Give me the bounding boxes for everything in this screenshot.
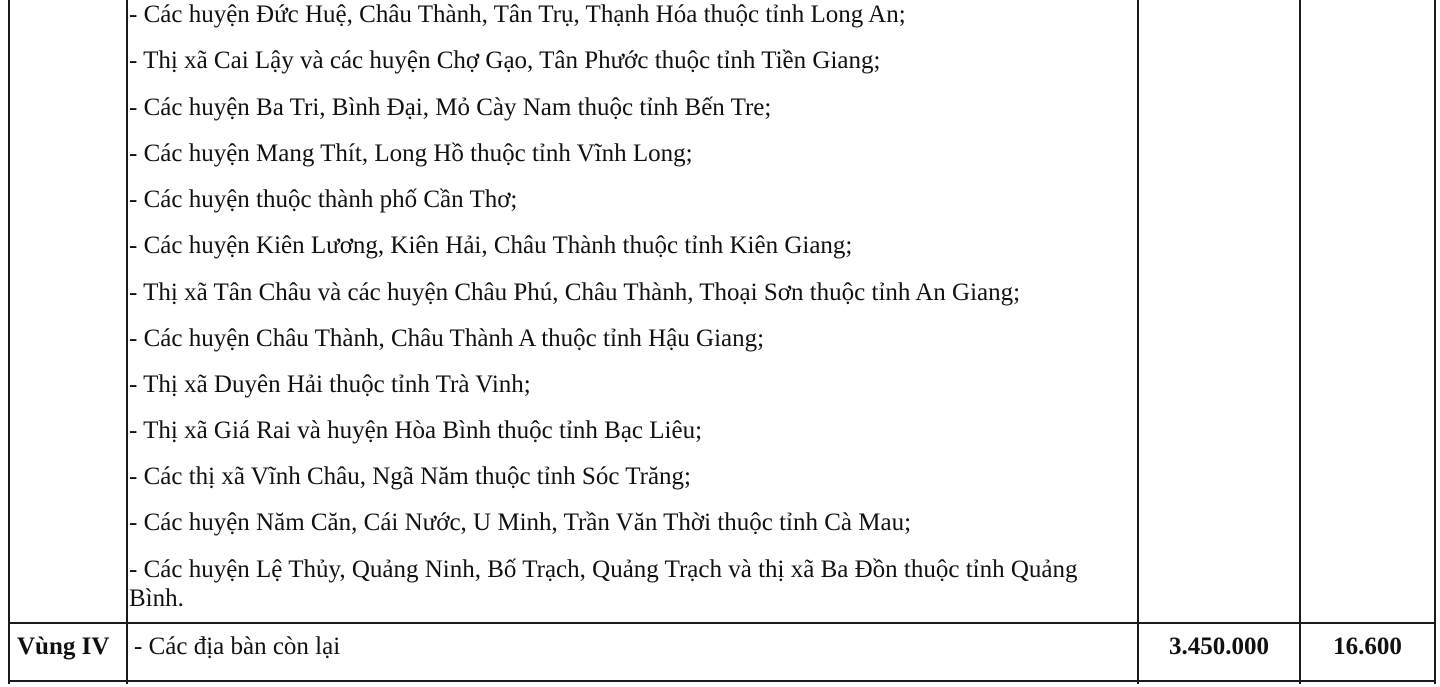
list-item: - Các thị xã Vĩnh Châu, Ngã Năm thuộc tỉnh Sóc Trăng; bbox=[129, 463, 691, 490]
list-item: - Thị xã Duyên Hải thuộc tỉnh Trà Vinh; bbox=[129, 371, 531, 398]
table-right-border bbox=[1434, 0, 1436, 684]
list-item: - Thị xã Cai Lậy và các huyện Chợ Gạo, Tân Phước thuộc tỉnh Tiền Giang; bbox=[129, 47, 881, 74]
list-item: - Các huyện Ba Tri, Bình Đại, Mỏ Cày Nam thuộc tỉnh Bến Tre; bbox=[129, 94, 772, 121]
list-item: - Các huyện Châu Thành, Châu Thành A thuộc tỉnh Hậu Giang; bbox=[129, 325, 765, 352]
list-item: - Các huyện thuộc thành phố Cần Thơ; bbox=[129, 186, 518, 213]
zone-label: Vùng IV bbox=[17, 633, 110, 660]
column-divider-monthly bbox=[1299, 0, 1301, 684]
remaining-areas-text: - Các địa bàn còn lại bbox=[134, 633, 341, 660]
column-divider-zone bbox=[126, 0, 128, 684]
monthly-minimum-wage: 3.450.000 bbox=[1169, 633, 1269, 660]
table-left-border bbox=[8, 0, 10, 684]
hourly-minimum-wage: 16.600 bbox=[1333, 633, 1402, 660]
list-item: - Các huyện Kiên Lương, Kiên Hải, Châu Thành thuộc tỉnh Kiên Giang; bbox=[129, 232, 853, 259]
list-item: - Các huyện Mang Thít, Long Hồ thuộc tỉnh Vĩnh Long; bbox=[129, 140, 693, 167]
list-item: - Các huyện Đức Huệ, Châu Thành, Tân Trụ, Thạnh Hóa thuộc tỉnh Long An; bbox=[129, 1, 906, 28]
list-item: - Thị xã Giá Rai và huyện Hòa Bình thuộc tỉnh Bạc Liêu; bbox=[129, 417, 703, 444]
row-divider-vung-iv bbox=[8, 622, 1436, 624]
list-item: - Thị xã Tân Châu và các huyện Châu Phú, Châu Thành, Thoại Sơn thuộc tỉnh An Giang; bbox=[129, 279, 1021, 306]
table-bottom-border bbox=[8, 680, 1436, 682]
list-item: - Các huyện Lệ Thủy, Quảng Ninh, Bố Trạch, Quảng Trạch và thị xã Ba Đồn thuộc tỉnh Quảng Bình. bbox=[129, 556, 1078, 612]
list-item: - Các huyện Năm Căn, Cái Nước, U Minh, Trần Văn Thời thuộc tỉnh Cà Mau; bbox=[129, 509, 912, 536]
column-divider-areas bbox=[1137, 0, 1139, 684]
